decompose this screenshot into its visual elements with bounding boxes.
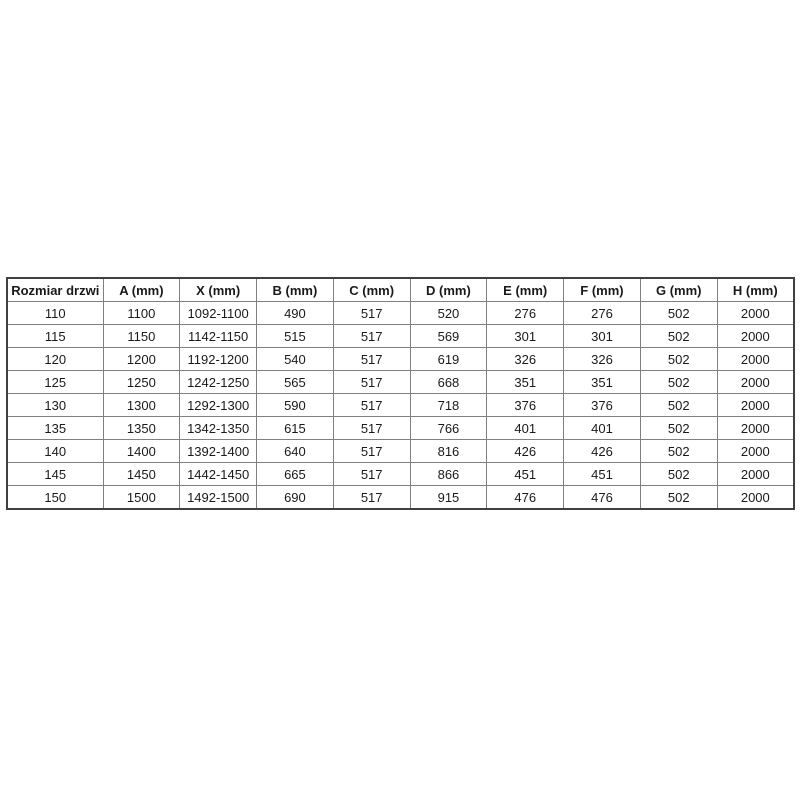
table-cell: 502 [640,348,717,371]
table-row [7,394,794,417]
table-cell: 816 [410,440,487,463]
table-body [7,302,794,510]
table-cell: 1500 [103,486,180,510]
table-cell: 640 [257,440,334,463]
table-row [7,371,794,394]
table-cell: 1250 [103,371,180,394]
column-header: A (mm) [103,278,180,302]
table-cell: 276 [564,302,641,325]
table-cell: 515 [257,325,334,348]
table-cell: 665 [257,463,334,486]
table-cell: 401 [564,417,641,440]
table-cell: 140 [7,440,103,463]
table-cell: 540 [257,348,334,371]
table-cell: 351 [487,371,564,394]
table-cell: 476 [487,486,564,510]
column-header: F (mm) [564,278,641,302]
table-cell: 2000 [717,371,794,394]
table-cell: 502 [640,486,717,510]
column-header: C (mm) [333,278,410,302]
table-cell: 301 [564,325,641,348]
table-cell: 376 [487,394,564,417]
table-cell: 110 [7,302,103,325]
table-cell: 351 [564,371,641,394]
table-cell: 2000 [717,348,794,371]
table-cell: 915 [410,486,487,510]
table-cell: 517 [333,348,410,371]
table-row [7,325,794,348]
table-cell: 150 [7,486,103,510]
table-cell: 120 [7,348,103,371]
table-cell: 517 [333,486,410,510]
table-cell: 115 [7,325,103,348]
table-cell: 2000 [717,463,794,486]
table-cell: 1292-1300 [180,394,257,417]
table-cell: 690 [257,486,334,510]
table-cell: 520 [410,302,487,325]
column-header: X (mm) [180,278,257,302]
table-cell: 1492-1500 [180,486,257,510]
table-row [7,440,794,463]
table-cell: 451 [564,463,641,486]
table-cell: 301 [487,325,564,348]
column-header: Rozmiar drzwi [7,278,103,302]
table-cell: 376 [564,394,641,417]
table-row [7,302,794,325]
table-cell: 502 [640,394,717,417]
column-header: E (mm) [487,278,564,302]
table-cell: 1092-1100 [180,302,257,325]
table-cell: 502 [640,325,717,348]
table-cell: 866 [410,463,487,486]
table-cell: 145 [7,463,103,486]
table-cell: 1142-1150 [180,325,257,348]
column-header: B (mm) [257,278,334,302]
table-cell: 502 [640,417,717,440]
table-cell: 502 [640,371,717,394]
table-cell: 276 [487,302,564,325]
table-cell: 668 [410,371,487,394]
table-cell: 426 [487,440,564,463]
table-row [7,417,794,440]
table-cell: 2000 [717,394,794,417]
table-cell: 517 [333,417,410,440]
table-cell: 569 [410,325,487,348]
table-cell: 502 [640,463,717,486]
table-cell: 135 [7,417,103,440]
column-header: D (mm) [410,278,487,302]
table-cell: 590 [257,394,334,417]
table-cell: 490 [257,302,334,325]
table-cell: 565 [257,371,334,394]
door-size-table [6,277,795,510]
table-row [7,348,794,371]
table-cell: 517 [333,463,410,486]
table-row [7,486,794,510]
table-cell: 502 [640,302,717,325]
table-cell: 2000 [717,440,794,463]
column-header: H (mm) [717,278,794,302]
column-header: G (mm) [640,278,717,302]
table-cell: 1242-1250 [180,371,257,394]
table-cell: 1392-1400 [180,440,257,463]
table-cell: 1342-1350 [180,417,257,440]
table-cell: 1100 [103,302,180,325]
table-row [7,463,794,486]
table-cell: 326 [487,348,564,371]
table-cell: 517 [333,440,410,463]
table-cell: 718 [410,394,487,417]
table-cell: 2000 [717,302,794,325]
table-cell: 517 [333,371,410,394]
table-cell: 517 [333,325,410,348]
table-cell: 2000 [717,417,794,440]
table-cell: 1192-1200 [180,348,257,371]
table-cell: 130 [7,394,103,417]
table-cell: 2000 [717,325,794,348]
table-cell: 1200 [103,348,180,371]
table-cell: 451 [487,463,564,486]
table-cell: 1150 [103,325,180,348]
table-cell: 517 [333,302,410,325]
table-cell: 2000 [717,486,794,510]
table-header-row [7,278,794,302]
table-header [7,278,794,302]
table-cell: 766 [410,417,487,440]
table-cell: 476 [564,486,641,510]
table-cell: 401 [487,417,564,440]
table-cell: 326 [564,348,641,371]
table-cell: 615 [257,417,334,440]
table-cell: 517 [333,394,410,417]
table-cell: 1350 [103,417,180,440]
table-cell: 1300 [103,394,180,417]
table-cell: 426 [564,440,641,463]
table-cell: 619 [410,348,487,371]
table-cell: 1442-1450 [180,463,257,486]
table-cell: 1400 [103,440,180,463]
table-cell: 502 [640,440,717,463]
table-cell: 1450 [103,463,180,486]
table-cell: 125 [7,371,103,394]
